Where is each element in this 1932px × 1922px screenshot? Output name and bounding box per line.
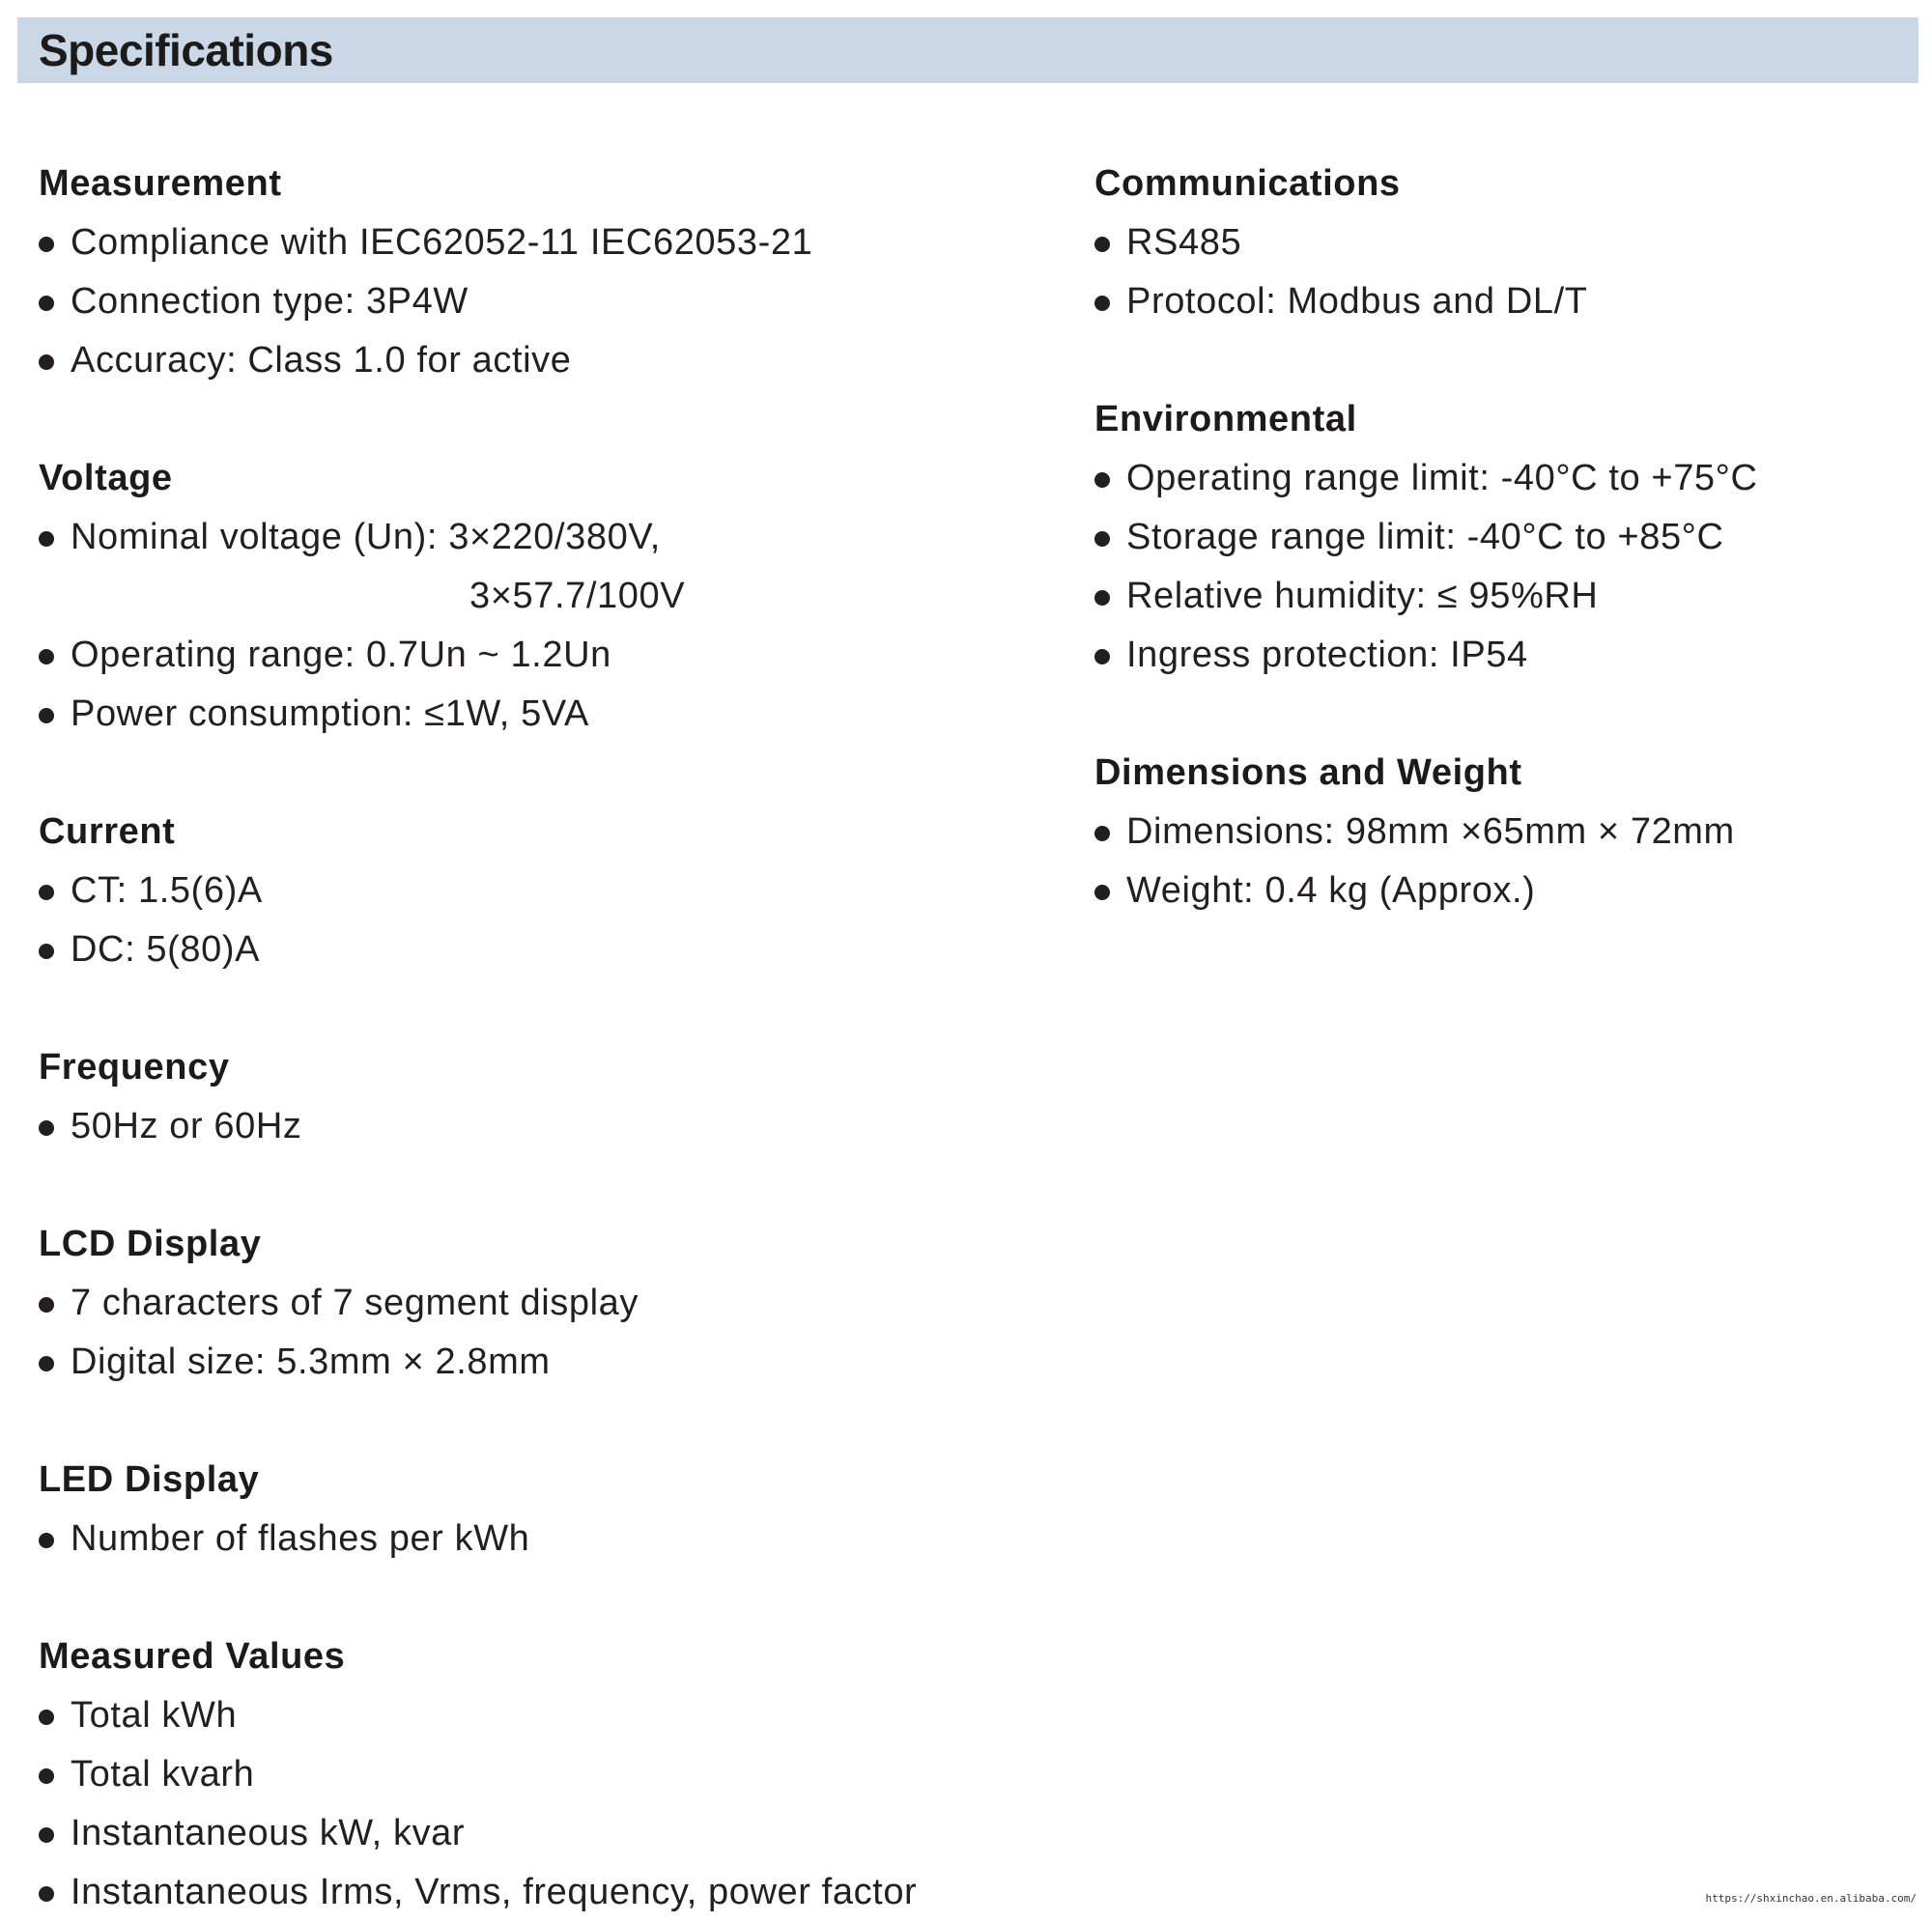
section-measurement bbox=[39, 155, 1053, 390]
list-item: Operating range: 0.7Un ~ 1.2Un bbox=[39, 626, 1053, 685]
list-item: Compliance with IEC62052-11 IEC62053-21 bbox=[39, 213, 1053, 272]
section-title: Communications bbox=[1094, 163, 1401, 204]
list-item: Protocol: Modbus and DL/T bbox=[1094, 272, 1906, 331]
bullet-icon bbox=[1094, 590, 1110, 606]
bullet-icon bbox=[39, 885, 54, 900]
bullet-icon bbox=[39, 296, 54, 311]
bullet-icon bbox=[39, 1297, 54, 1313]
header-bar bbox=[17, 17, 1918, 83]
list-item: RS485 bbox=[1094, 213, 1906, 272]
bullet-icon bbox=[39, 708, 54, 723]
bullet-icon bbox=[39, 1533, 54, 1548]
section-voltage bbox=[39, 449, 1053, 744]
list-item: Accuracy: Class 1.0 for active bbox=[39, 331, 1053, 390]
list-item: Instantaneous kW, kvar bbox=[39, 1804, 1053, 1863]
bullet-icon bbox=[1094, 472, 1110, 488]
section-title: Frequency bbox=[39, 1047, 230, 1088]
section-title: Voltage bbox=[39, 458, 173, 498]
list-item: Total kvarh bbox=[39, 1745, 1053, 1804]
page-title: Specifications bbox=[39, 25, 333, 75]
section-title: LED Display bbox=[39, 1459, 260, 1500]
section-title: Environmental bbox=[1094, 399, 1357, 439]
list-item: Connection type: 3P4W bbox=[39, 272, 1053, 331]
list-item: Nominal voltage (Un): 3×220/380V, 3×57.7/100V bbox=[39, 508, 1053, 626]
bullet-icon bbox=[39, 1356, 54, 1371]
footer-url: https://shxinchao.en.alibaba.com/ bbox=[1705, 1892, 1917, 1905]
section-environmental bbox=[1094, 390, 1906, 685]
list-item: Ingress protection: IP54 bbox=[1094, 626, 1906, 685]
bullet-icon bbox=[1094, 885, 1110, 900]
bullet-icon bbox=[39, 649, 54, 664]
bullet-icon bbox=[39, 1827, 54, 1843]
section-lcd-display bbox=[39, 1215, 1053, 1392]
left-column bbox=[39, 155, 1053, 1922]
section-title: Measurement bbox=[39, 163, 282, 204]
list-item: Storage range limit: -40°C to +85°C bbox=[1094, 508, 1906, 567]
bullet-icon bbox=[39, 354, 54, 370]
list-item: Weight: 0.4 kg (Approx.) bbox=[1094, 862, 1906, 920]
bullet-icon bbox=[1094, 826, 1110, 841]
bullet-icon bbox=[39, 237, 54, 252]
list-item: Operating range limit: -40°C to +75°C bbox=[1094, 449, 1906, 508]
list-item: Power consumption: ≤1W, 5VA bbox=[39, 685, 1053, 744]
bullet-icon bbox=[39, 944, 54, 959]
section-title: LCD Display bbox=[39, 1224, 262, 1264]
bullet-icon bbox=[1094, 296, 1110, 311]
section-led-display bbox=[39, 1451, 1053, 1569]
bullet-icon bbox=[39, 1710, 54, 1725]
bullet-icon bbox=[39, 531, 54, 547]
list-item: DC: 5(80)A bbox=[39, 920, 1053, 979]
list-item-continuation: 3×57.7/100V bbox=[469, 576, 686, 616]
section-communications bbox=[1094, 155, 1906, 331]
bullet-icon bbox=[1094, 531, 1110, 547]
section-title: Current bbox=[39, 811, 176, 852]
bullet-icon bbox=[39, 1886, 54, 1902]
list-item: Relative humidity: ≤ 95%RH bbox=[1094, 567, 1906, 626]
list-item: 7 characters of 7 segment display bbox=[39, 1274, 1053, 1333]
section-title: Measured Values bbox=[39, 1636, 346, 1677]
bullet-icon bbox=[39, 1768, 54, 1784]
right-column bbox=[1094, 155, 1906, 920]
section-dimensions-weight bbox=[1094, 744, 1906, 920]
bullet-icon bbox=[1094, 649, 1110, 664]
list-item: Total kWh bbox=[39, 1686, 1053, 1745]
section-current bbox=[39, 803, 1053, 979]
section-frequency bbox=[39, 1038, 1053, 1156]
bullet-icon bbox=[1094, 237, 1110, 252]
list-item: Digital size: 5.3mm × 2.8mm bbox=[39, 1333, 1053, 1392]
list-item: Instantaneous Irms, Vrms, frequency, power factor bbox=[39, 1863, 1053, 1922]
list-item: Dimensions: 98mm ×65mm × 72mm bbox=[1094, 803, 1906, 862]
list-item: Number of flashes per kWh bbox=[39, 1510, 1053, 1569]
list-item: 50Hz or 60Hz bbox=[39, 1097, 1053, 1156]
list-item: CT: 1.5(6)A bbox=[39, 862, 1053, 920]
section-title: Dimensions and Weight bbox=[1094, 752, 1522, 793]
section-measured-values bbox=[39, 1627, 1053, 1922]
bullet-icon bbox=[39, 1120, 54, 1136]
